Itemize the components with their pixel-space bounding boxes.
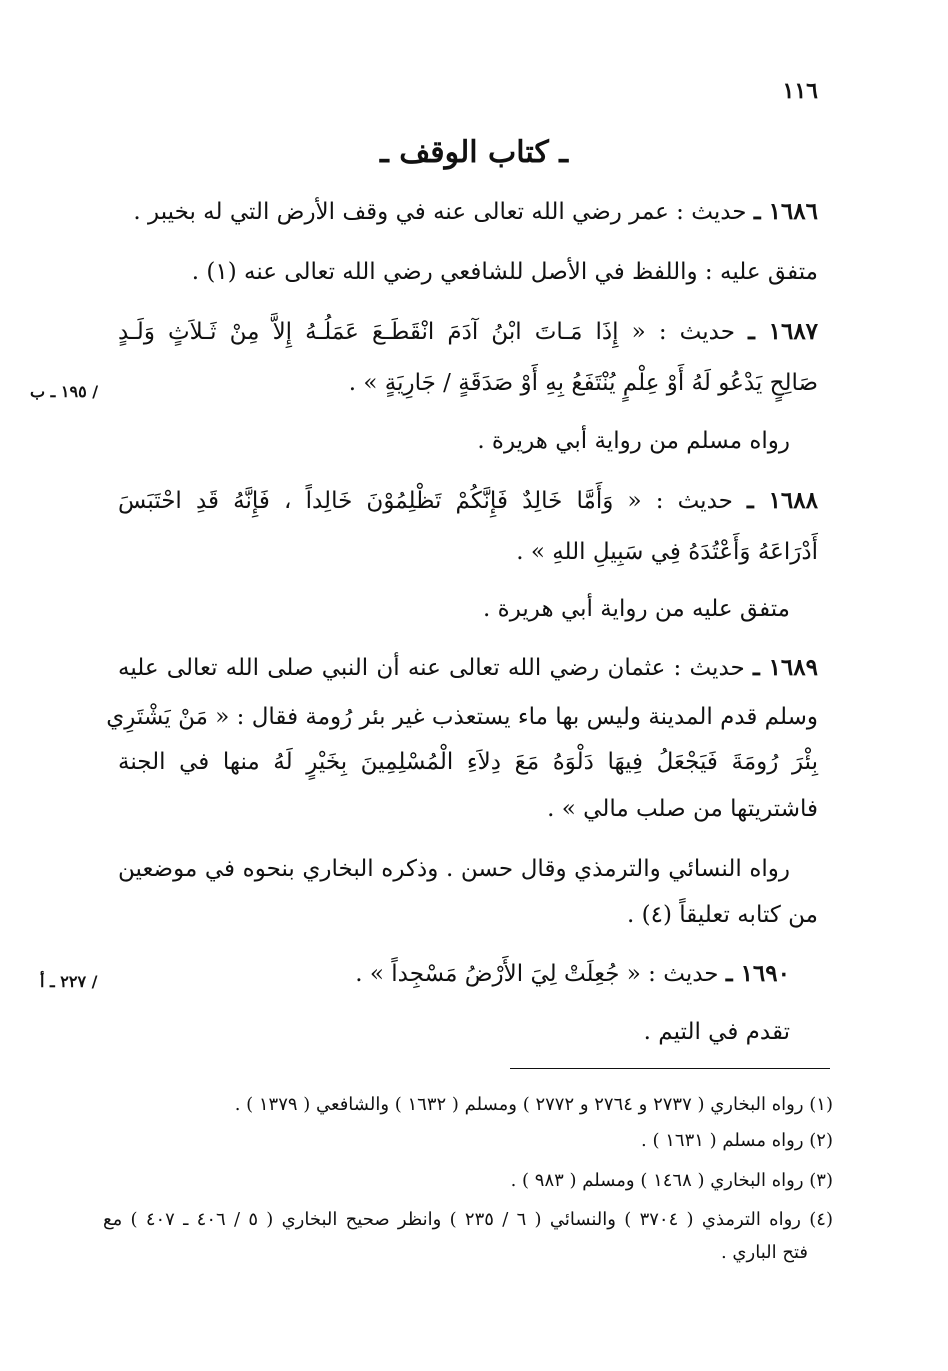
- entry-1689-source-line-2: من كتابه تعليقاً (٤) .: [626, 902, 818, 928]
- entry-text: حديث : عمر رضي الله تعالى عنه في وقف الأرض التي له بخيبر .: [133, 199, 747, 225]
- entry-1686-source: متفق عليه : واللفظ في الأصل للشافعي رضي الله تعالى عنه (١) .: [191, 259, 818, 285]
- entry-1689-line-1: [118, 651, 818, 685]
- footnote-divider: [510, 1068, 830, 1069]
- entry-1686-line-1: [118, 195, 818, 229]
- entry-number: ١٦٨٨ ـ: [747, 487, 818, 514]
- footnote-4-line-2: فتح الباري .: [720, 1242, 808, 1263]
- footnote-1: (١) رواه البخاري ( ٢٧٣٧ و ٢٧٦٤ و ٢٧٧٢ ) ومسلم ( ١٦٣٢ ) والشافعي ( ١٣٧٩ ) .: [234, 1094, 833, 1115]
- entry-number: ١٦٨٧ ـ: [748, 318, 819, 345]
- entry-1688-line-2: أَدْرَاعَهُ وَأَعْتُدَهُ فِي سَبِيلِ اللهِ » .: [516, 539, 818, 565]
- entry-1689-line-2: وسلم قدم المدينة وليس بها ماء يستعذب غير بئر رُومة فقال : « مَنْ يَشْتَرِي: [106, 704, 818, 730]
- entry-1687-line-2: صَالِحٍ يَدْعُو لَهُ أَوْ عِلْمٍ يُنْتَفَعُ بِهِ أَوْ صَدَقَةٍ / جَارِيَةٍ » .: [348, 370, 818, 396]
- entry-1687-line-1: [118, 315, 818, 349]
- entry-text: حديث : « إِذَا مَـاتَ ابْنُ آدَمَ انْقَطَـعَ عَمَلُـهُ إِلاَّ مِنْ ثَـلاَثٍ وَلَـدٍ: [118, 319, 735, 345]
- entry-1690-line-1: [90, 957, 790, 991]
- entry-number: ١٦٩٠ ـ: [725, 960, 790, 987]
- entry-text: حديث : « وَأَمَّا خَالِدٌ فَإِنَّكُمْ تَظْلِمُوْنَ خَالِداً ، فَإِنَّهُ قَدِ احْتَبَسَ: [118, 488, 733, 514]
- entry-1688-source: متفق عليه من رواية أبي هريرة .: [483, 596, 790, 622]
- footnote-3: (٣) رواه البخاري ( ١٤٦٨ ) ومسلم ( ٩٨٣ ) .: [510, 1170, 833, 1191]
- entry-text: حديث : عثمان رضي الله تعالى عنه أن النبي صلى الله تعالى عليه: [118, 655, 745, 681]
- entry-number: ١٦٨٦ ـ: [753, 198, 818, 225]
- entry-1690-source: تقدم في التيم .: [643, 1019, 790, 1045]
- page-number: ١١٦: [782, 78, 818, 104]
- entry-1688-line-1: [118, 484, 818, 518]
- margin-note-folio: / ٢٢٧ ـ أ: [40, 972, 98, 991]
- entry-1687-source: رواه مسلم من رواية أبي هريرة .: [477, 428, 790, 454]
- entry-1689-line-4: فاشتريتها من صلب مالي » .: [547, 796, 818, 822]
- margin-note-folio: / ١٩٥ ـ ب: [30, 382, 99, 401]
- book-title: ـ كتاب الوقف ـ: [380, 135, 568, 170]
- entry-number: ١٦٨٩ ـ: [752, 654, 818, 681]
- entry-text: حديث : « جُعِلَتْ لِيَ الأَرْضُ مَسْجِداً » .: [355, 961, 719, 987]
- footnote-2: (٢) رواه مسلم ( ١٦٣١ ) .: [641, 1130, 833, 1151]
- entry-1689-source-line-1: رواه النسائي والترمذي وقال حسن . وذكره البخاري بنحوه في موضعين: [118, 856, 790, 882]
- entry-1689-line-3: بِئْرَ رُومَةَ فَيَجْعَلُ فِيهَا دَلْوَهُ مَعَ دِلاَءِ الْمُسْلِمِينَ بِخَيْرٍ لَهُ منها في الجنة: [118, 749, 818, 775]
- footnote-4-line-1: (٤) رواه الترمذي ( ٣٧٠٤ ) والنسائي ( ٦ / ٢٣٥ ) وانظر صحيح البخاري ( ٥ / ٤٠٦ ـ ٤٠٧ ) مع: [103, 1209, 833, 1230]
